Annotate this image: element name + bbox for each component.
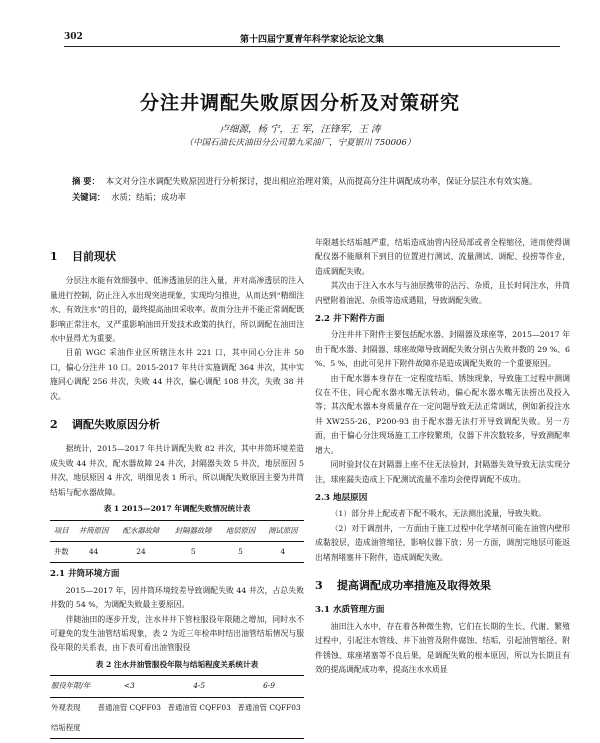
paragraph: 油田注入水中，存在着各种微生物，它们在长期的生长、代谢、繁殖过程中，引起注水管线、井下油管及附件腐蚀、结垢，引起油管缩径、附件锈蚀、球座堵塞等不良后果，是调配失败的根本原因，所以为长期且有效的提高调配成功率，提高注水水质显 xyxy=(315,621,570,674)
paragraph: 分注井井下附件主要包括配水器、封隔器及球座等，2015—2017 年由于配水器、封隔器、球座故障导致调配失败分别占失败井数的 29 %、6 %、5 %，由此可见井下附件故障亦是造成调配失败的一个重要原因。 xyxy=(315,330,570,369)
page-number: 302 xyxy=(64,32,83,42)
paragraph: 2015—2017 年，因井筒环境较差导致调配失败 44 井次，占总失败井数的 54 %，为调配失败最主要原因。 xyxy=(50,585,304,610)
abstract-block xyxy=(72,174,540,204)
paragraph: 分层注水能有效细强中、低渗透油层的注入量，并对高渗透层的注入量进行控制，防止注入水出现突进现象，实现均匀推进，从而达到“精细注水、有效注水”的目的，最终提高油田采收率。故而分注并不能正常调配既影响正常注水，又严重影响油田开发技术政策的执行，所以调配在油田注水中显得尤为重要。 xyxy=(50,276,304,344)
paragraph: （1）部分井上配或者下配不吸水，无法测出流量，导致失败。 xyxy=(330,509,547,519)
right-column xyxy=(315,236,570,677)
table-row: 结垢程度 xyxy=(50,718,304,739)
running-header xyxy=(64,30,560,47)
abstract-text: 本文对分注水调配失败原因进行分析探讨，提出相应治理对策，从而提高分注井调配成功率，保证分层注水有效实施。 xyxy=(105,176,538,186)
paragraph: 同时验封仪在封隔器上座不住无法验封，封隔器失效导致无法实现分注，球座漏失造成上下配测试流量不准均会使得调配不成功。 xyxy=(315,460,570,484)
abstract-label: 摘 要： xyxy=(72,176,100,186)
subsection-heading: 3.1 水质管理方面 xyxy=(315,605,385,616)
section-heading-2: 2 调配失败原因分析 xyxy=(50,418,160,432)
paragraph: （2）对于调剖井，一方面由于施工过程中化学堵剂可能在油管内壁形成黏胶层，造成油管缩径，影响仪器下放；另一方面，调剖完地层可能返出堵剂堵塞井下附件，造成调配失败。 xyxy=(315,523,570,562)
keywords-label: 关键词： xyxy=(72,192,106,202)
paragraph: 伴随油田的逐步开发，注水井井下管柱服役年限随之增加，同时水不可避免的发生油管结垢现象，表 2 为近三年检串时结出油管结垢情况与服役年限的关系表，由下表可看出油管服役 xyxy=(50,614,304,653)
paper-title: 分注井调配失败原因分析及对策研究 xyxy=(139,92,460,114)
table-2 xyxy=(50,675,304,739)
table-1-caption: 表 1 2015—2017 年调配失败情况统计表 xyxy=(103,504,251,514)
paragraph: 据统计，2015—2017 年共计调配失败 82 井次，其中井筒环境差造成失败 44 井次，配水器故障 24 井次，封隔器失效 5 井次，地层原因 5 井次，地层原因 4 井次，明细见表 1 所示，所以调配失败原因主要为井筒结垢与配水器故障。 xyxy=(50,444,304,497)
paragraph: 目前 WGC 采油作业区所辖注水井 221 口，其中同心分注井 50 口，偏心分注井 10 口。2015-2017 年共计实施调配 364 井次，其中实施同心调配 256 井次，失败 44 井次，偏心调配 108 井次，失败 38 井次。 xyxy=(50,348,304,401)
table-1 xyxy=(50,520,304,564)
section-heading-1: 1 目前现状 xyxy=(50,250,116,263)
abstract xyxy=(72,174,540,188)
table-row: 井数 44 24 5 5 4 xyxy=(50,541,304,562)
table-header-row: 项目 井筒原因 配水器故障 封隔器故障 地层原因 测试原因 xyxy=(50,520,304,541)
paragraph: 年限越长结垢越严重，结垢造成油管内径局部或者全程缩径，进而使得调配仪器不能顺利下到目的位置进行测试、流量测试、调配、投捞等作业，造成调配失败。 xyxy=(315,238,570,276)
affiliation: （中国石油长庆油田分公司第九采油厂，宁夏银川 750006） xyxy=(184,138,416,148)
table-row: 外观表现 普通油管 CQFF03 普通油管 CQFF03 普通油管 CQFF03 xyxy=(51,702,301,712)
keywords xyxy=(72,190,540,204)
subsection-heading: 2.3 地层原因 xyxy=(315,492,368,503)
table-header-row: 服役年限/年 <3 4-5 6-9 xyxy=(50,676,304,697)
paragraph: 由于配水器本身存在一定程度结垢、锈蚀现象，导致施工过程中测调仪在不住，同心配水器水嘴无法转动，偏心配水器水嘴无法捞出及投入等；其次配水器本身质量存在一定问题导致无法正常调试，例如新投注水井 XW255-26、P200-93 由于配水器无法打开导致调配失败。另一方面，由于偏心分注现场施工工序较繁琐，仪器下井次数较多，导致测配率增大。 xyxy=(315,373,570,455)
proceedings-title: 第十四届宁夏青年科学家论坛论文集 xyxy=(239,35,384,45)
left-column xyxy=(50,236,304,743)
keywords-text: 水质；结垢；成功率 xyxy=(111,192,186,202)
paragraph: 其次由于注入水水与与油层携带的沾污、杂质，且长时间注水，井筒内壁附着油泥、杂质等造成遇阻，导致调配失败。 xyxy=(315,281,570,305)
subsection-heading: 2.2 井下附件方面 xyxy=(315,314,385,325)
subsection-heading: 2.1 井筒环境方面 xyxy=(50,569,120,580)
section-heading-3: 3 提高调配成功率措施及取得效果 xyxy=(315,578,491,592)
author-list: 卢细源，杨 宁，王 军，汪锋军，王 涛 xyxy=(219,124,381,135)
table-2-caption: 表 2 注水井油管服役年限与结垢程度关系统计表 xyxy=(95,659,259,669)
